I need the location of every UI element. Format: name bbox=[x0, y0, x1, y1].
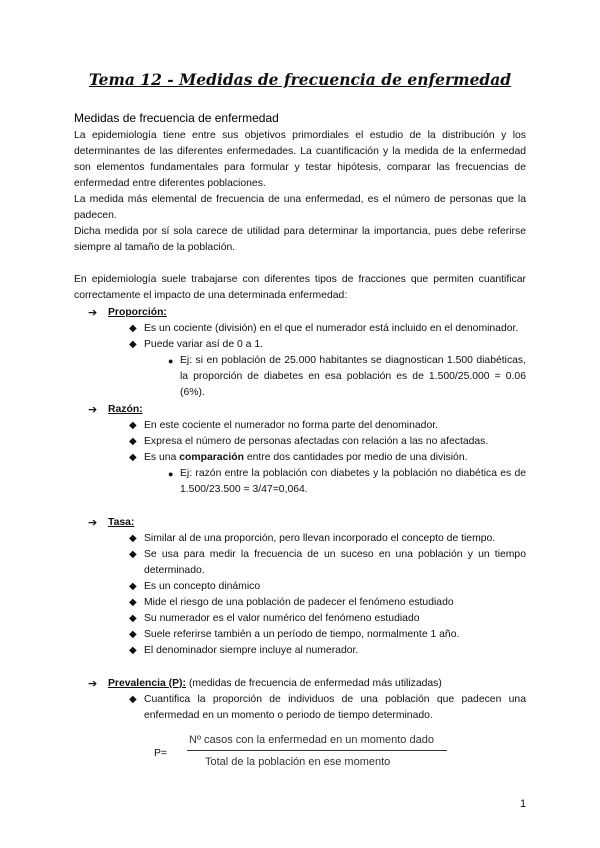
prevalencia-label: Prevalencia (P): bbox=[108, 678, 186, 689]
diamond-bullet-icon: ◆ bbox=[129, 613, 137, 624]
prevalencia-heading bbox=[74, 676, 526, 692]
dot-bullet-icon: ● bbox=[168, 469, 174, 479]
intro-paragraph-3: Dicha medida por sí sola carece de utilidad para determinar la importancia, pues debe referirse siempre al tamaño de la población. bbox=[74, 226, 526, 253]
diamond-bullet-icon: ◆ bbox=[129, 581, 137, 592]
section-heading: Medidas de frecuencia de enfermedad bbox=[74, 111, 279, 125]
prevalencia-suffix: (medidas de frecuencia de enfermedad más utilizadas) bbox=[185, 678, 442, 689]
list-item: ◆ Mide el riesgo de una población de padecer el fenómeno estudiado bbox=[74, 595, 526, 611]
diamond-bullet-icon: ◆ bbox=[129, 549, 137, 560]
diamond-bullet-icon: ◆ bbox=[129, 436, 137, 447]
list-item: ◆ Es un concepto dinámico bbox=[74, 579, 526, 595]
diamond-bullet-icon: ◆ bbox=[129, 629, 137, 640]
proporcion-heading bbox=[74, 305, 526, 321]
formula-numerator: Nº casos con la enfermedad en un momento dado bbox=[189, 734, 434, 746]
proporcion-label: Proporción: bbox=[108, 307, 167, 318]
list-item: ◆ Cuantifica la proporción de individuos de una población que padecen una enfermedad en un momento o periodo de tiempo determinado. bbox=[129, 694, 526, 721]
arrow-icon: ➔ bbox=[88, 678, 98, 690]
list-item: ◆ Suele referirse también a un período de tiempo, normalmente 1 año. bbox=[74, 627, 526, 643]
comparacion-bold: comparación bbox=[179, 452, 244, 463]
fractions-intro: En epidemiología suele trabajarse con diferentes tipos de fracciones que permiten cuantificar correctamente el impacto de una determinada enfermedad: bbox=[74, 274, 526, 301]
list-item: ◆ Puede variar así de 0 a 1. bbox=[74, 337, 526, 353]
intro-paragraph-1: La epidemiología tiene entre sus objetivos primordiales el estudio de la distribución y los determinantes de las diferentes enfermedades. La cuantificación y la medida de la enfermedad son elementos fundamentales para formular y testar hipótesis, comparar las frecuencias de enfermedad entre diferentes poblaciones. bbox=[74, 130, 526, 189]
list-item: ◆ Similar al de una proporción, pero llevan incorporado el concepto de tiempo. bbox=[74, 531, 526, 547]
list-item: ◆ Es un cociente (división) en el que el numerador está incluido en el denominador. bbox=[74, 321, 526, 337]
diamond-bullet-icon: ◆ bbox=[129, 533, 137, 544]
list-item: ◆ Se usa para medir la frecuencia de un suceso en una población y un tiempo determinado. bbox=[129, 549, 526, 576]
tasa-label: Tasa: bbox=[108, 517, 135, 528]
example-item: ● Ej: razón entre la población con diabetes y la población no diabética es de 1.500/23.500 = 3/47=0,064. bbox=[168, 468, 526, 495]
razon-heading bbox=[74, 402, 526, 418]
diamond-bullet-icon: ◆ bbox=[129, 597, 137, 608]
formula-lhs: P= bbox=[154, 748, 167, 759]
razon-label: Razón: bbox=[108, 404, 143, 415]
diamond-bullet-icon: ◆ bbox=[129, 420, 137, 431]
dot-bullet-icon: ● bbox=[168, 356, 174, 366]
prevalence-formula bbox=[74, 730, 526, 774]
list-item: ◆ En este cociente el numerador no forma parte del denominador. bbox=[74, 418, 526, 434]
fraction-line bbox=[187, 750, 447, 751]
list-item: ◆ Su numerador es el valor numérico del fenómeno estudiado bbox=[74, 611, 526, 627]
document-body bbox=[74, 110, 526, 774]
diamond-bullet-icon: ◆ bbox=[129, 694, 137, 705]
page-number: 1 bbox=[520, 798, 527, 810]
diamond-bullet-icon: ◆ bbox=[129, 323, 137, 334]
page-title: Tema 12 - Medidas de frecuencia de enfermedad bbox=[88, 70, 512, 89]
example-item: ● Ej: si en población de 25.000 habitantes se diagnostican 1.500 diabéticas, la proporción de diabetes en esa población es de 1.500/25.000 = 0.06 (6%). bbox=[168, 355, 526, 398]
intro-paragraph-2: La medida más elemental de frecuencia de una enfermedad, es el número de personas que la padecen. bbox=[74, 194, 526, 221]
list-item: ◆ Expresa el número de personas afectadas con relación a las no afectadas. bbox=[74, 434, 526, 450]
list-item: ◆ El denominador siempre incluye al numerador. bbox=[74, 643, 526, 659]
formula-denominator: Total de la población en ese momento bbox=[205, 756, 391, 768]
diamond-bullet-icon: ◆ bbox=[129, 339, 137, 350]
arrow-icon: ➔ bbox=[88, 517, 98, 529]
tasa-heading bbox=[74, 515, 526, 531]
diamond-bullet-icon: ◆ bbox=[129, 645, 137, 656]
arrow-icon: ➔ bbox=[88, 307, 98, 319]
diamond-bullet-icon: ◆ bbox=[129, 452, 137, 463]
arrow-icon: ➔ bbox=[88, 404, 98, 416]
list-item: ◆ Es una comparación entre dos cantidades por medio de una división. bbox=[74, 450, 526, 466]
